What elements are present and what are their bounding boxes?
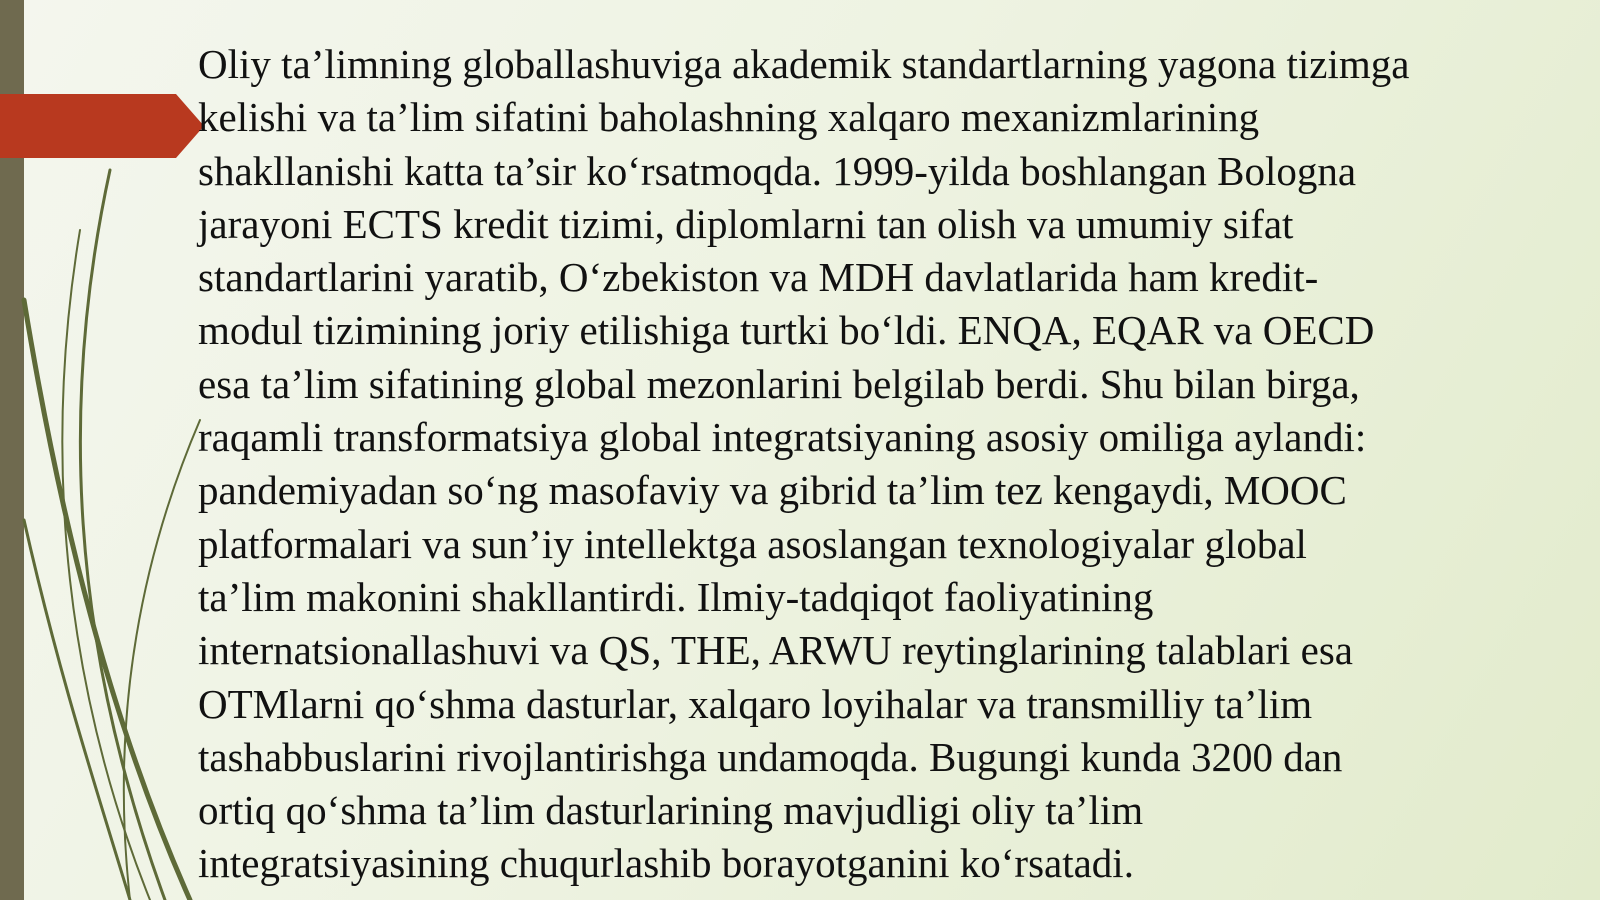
swoosh-line-2 (80, 170, 165, 900)
swoosh-line-5 (24, 520, 130, 900)
swoosh-line-1 (24, 300, 190, 900)
accent-arrow-shape (0, 94, 204, 158)
body-paragraph: Oliy ta’limning globallashuviga akademik standartlarning yagona tizimga kelishi va ta’lim sifatini baholashning xalqaro mexanizmlarining shakllanishi katta ta’sir ko‘rsatmoqda. 1999-yilda boshlangan Bologna jarayoni ECTS kredit tizimi, diplomlarni tan olish va umumiy sifat standartlarini yaratib, O‘zbekiston va MDH davlatlarida ham kredit- modul tizimining joriy etilishiga turtki bo‘ldi. ENQA, EQAR va OECD esa ta’lim sifatining global mezonlarini belgilab berdi. Shu bilan birga, raqamli transformatsiya global integratsiyaning asosiy omiliga aylandi: pandemiyadan so‘ng masofaviy va gibrid ta’lim tez kengaydi, MOOC platformalari va sun’iy intellektga asoslangan texnologiyalar global ta’lim makonini shakllantirdi. Ilmiy-tadqiqot faoliyatining internatsionallashuvi va QS, THE, ARWU reytinglarining talablari esa OTMlarni qo‘shma dasturlar, xalqaro loyihalar va transmilliy ta’lim tashabbuslarini rivojlantirishga undamoqda. Bugungi kunda 3200 dan ortiq qo‘shma ta’lim dasturlarining mavjudligi oliy ta’lim integratsiyasining chuqurlashib borayotganini ko‘rsatadi. (198, 41, 1410, 887)
